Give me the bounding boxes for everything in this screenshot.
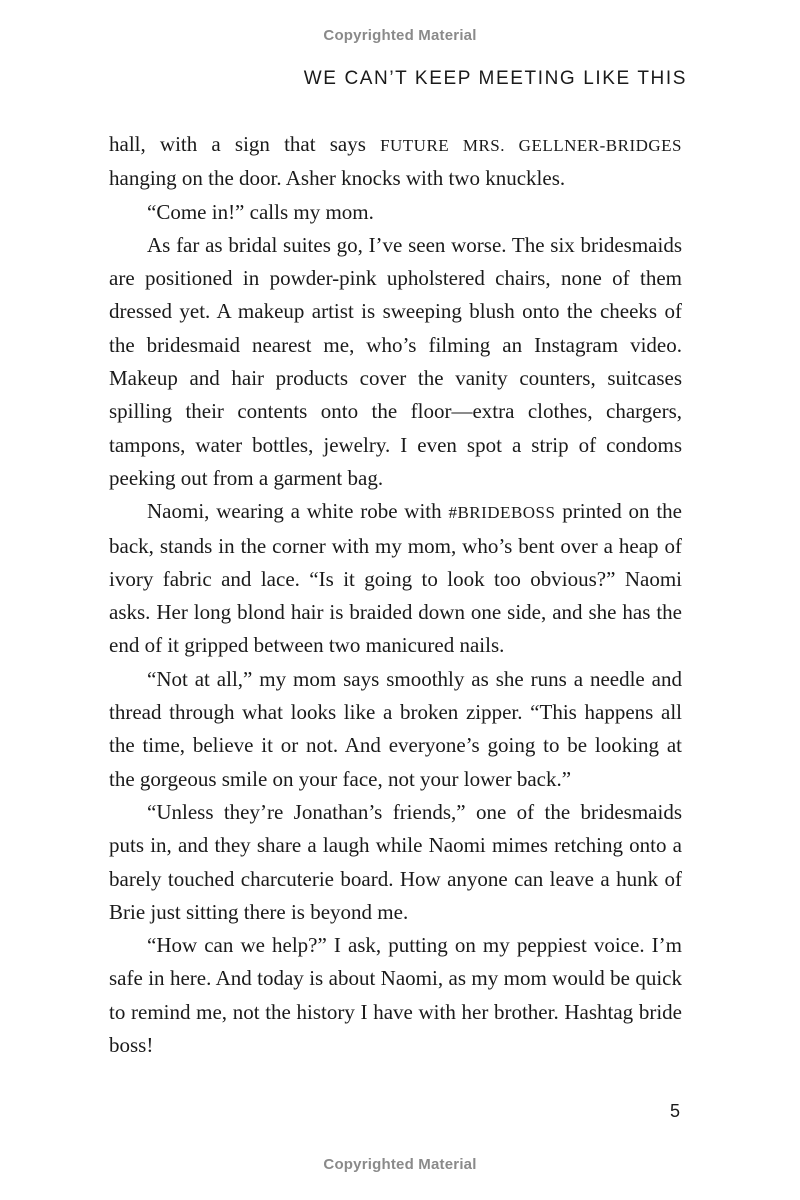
running-head-title: WE CAN’T KEEP MEETING LIKE THIS	[303, 68, 687, 89]
copyright-watermark-bottom: Copyrighted Material	[323, 1156, 477, 1173]
paragraph-7: “How can we help?” I ask, putting on my peppiest voice. I’m safe in here. And today is about Naomi, as my mom would be quick to remind me, not the history I have with her brother. Hashtag bride boss!	[109, 933, 682, 1058]
paragraph-2: “Come in!” calls my mom.	[147, 199, 374, 224]
paragraph-3: As far as bridal suites go, I’ve seen worse. The six bridesmaids are positioned in powder-pink upholstered chairs, none of them dressed yet. A makeup artist is sweeping blush onto the cheeks of the bridesmaid nearest me, who’s filming an Instagram video. Makeup and hair products cover the vanity counters, suitcases spilling their contents onto the floor—extra clothes, chargers, tampons, water bottles, jewelry. I even spot a strip of condoms peeking out from a garment bag.	[109, 232, 682, 490]
page-number: 5	[669, 1101, 680, 1121]
paragraph-1-post: hanging on the door. Asher knocks with two knuckles.	[109, 166, 566, 191]
copyright-watermark-top: Copyrighted Material	[323, 27, 477, 44]
paragraph-6: “Unless they’re Jonathan’s friends,” one of the bridesmaids puts in, and they share a laugh while Naomi mimes retching onto a barely touched charcuterie board. How anyone can leave a hunk of Brie just sitting there is beyond me.	[109, 799, 682, 924]
paragraph-1	[109, 128, 682, 196]
paragraph-1-pre: hall, with a sign that says	[109, 132, 381, 156]
paragraph-4	[109, 495, 682, 662]
bride-boss-smallcaps: #BRIDEBOSS	[448, 503, 556, 523]
paragraph-4-pre: Naomi, wearing a white robe with	[147, 499, 449, 524]
sign-text-smallcaps: FUTURE MRS. GELLNER-BRIDGES	[380, 136, 682, 155]
paragraph-4-post: printed on the back, stands in the corner with my mom, who’s bent over a heap of ivory fabric and lace. “Is it going to look too obvious?” Naomi asks. Her long blond hair is braided down one side, and she has the end of it gripped between two manicured nails.	[109, 499, 682, 658]
paragraph-5: “Not at all,” my mom says smoothly as she runs a needle and thread through what looks like a broken zipper. “This happens all the time, believe it or not. And everyone’s going to be looking at the gorgeous smile on your face, not your lower back.”	[109, 666, 682, 791]
body-text	[109, 128, 682, 1062]
